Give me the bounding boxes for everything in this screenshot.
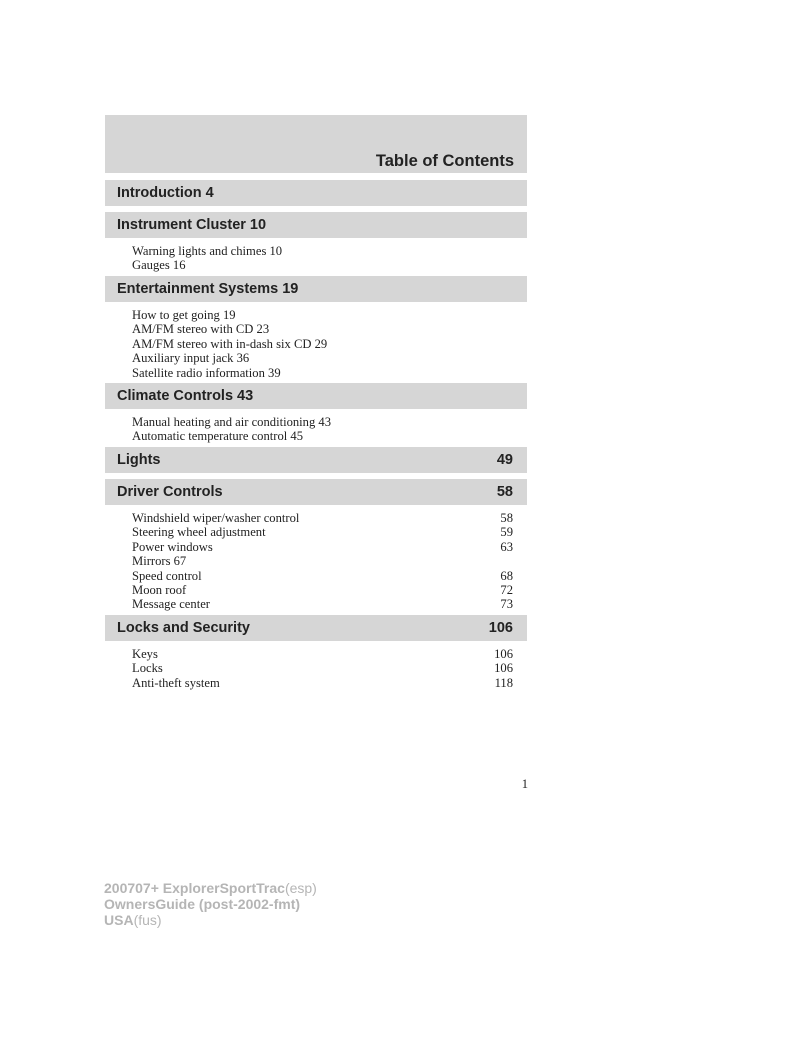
footer-line	[104, 912, 317, 928]
section-locks-and-security[interactable]	[105, 615, 527, 641]
entry-list	[132, 415, 513, 444]
entry-label: How to get going 19	[132, 308, 236, 322]
section-label: Driver Controls	[117, 484, 223, 500]
entry-label: Automatic temperature control 45	[132, 429, 304, 444]
entry-label: Steering wheel adjustment	[132, 525, 266, 540]
section-page: 49	[496, 452, 513, 468]
header-band	[105, 115, 527, 173]
section-entertainment-systems[interactable]	[105, 276, 527, 302]
toc-entry[interactable]	[132, 308, 513, 322]
entry-list	[132, 308, 513, 380]
entry-label: Speed control	[132, 568, 202, 583]
footer-model-code: (esp)	[284, 880, 317, 896]
entry-page: 118	[494, 675, 513, 690]
page-title: Table of Contents	[375, 152, 514, 170]
section-introduction[interactable]	[105, 180, 527, 206]
toc-entry[interactable]	[132, 429, 513, 443]
section-page: 106	[488, 620, 513, 636]
toc-entry[interactable]	[132, 337, 513, 351]
footer-market: USA	[104, 912, 134, 928]
section-instrument-cluster[interactable]	[105, 212, 527, 238]
toc-entry[interactable]	[132, 661, 513, 675]
footer-market-code: (fus)	[133, 912, 162, 928]
section-label: Entertainment Systems 19	[117, 281, 299, 297]
entry-label: Power windows	[132, 539, 213, 554]
entry-list	[132, 647, 513, 690]
toc-entry[interactable]	[132, 597, 513, 611]
footer-guide: OwnersGuide (post-2002-fmt)	[104, 896, 301, 912]
entry-label: Mirrors 67	[132, 554, 187, 569]
entry-label: AM/FM stereo with in-dash six CD 29	[132, 336, 328, 351]
footer-line	[104, 880, 317, 896]
entry-label: Locks	[132, 661, 163, 676]
entry-page: 58	[500, 511, 513, 525]
toc-entry[interactable]	[132, 569, 513, 583]
entry-label: Windshield wiper/washer control	[132, 511, 300, 525]
entry-page: 106	[494, 647, 513, 661]
entry-label: Gauges 16	[132, 258, 186, 273]
section-label: Locks and Security	[117, 620, 250, 636]
toc-entry[interactable]	[132, 647, 513, 661]
entry-label: Warning lights and chimes 10	[132, 244, 283, 258]
section-lights[interactable]	[105, 447, 527, 473]
entry-label: Moon roof	[132, 582, 187, 597]
section-label: Instrument Cluster 10	[117, 217, 267, 233]
section-page: 58	[496, 484, 513, 500]
footer-model: 200707+ ExplorerSportTrac	[104, 880, 285, 896]
entry-list	[132, 511, 513, 612]
entry-page: 59	[500, 525, 513, 540]
entry-label: AM/FM stereo with CD 23	[132, 322, 270, 337]
entry-label: Message center	[132, 597, 210, 612]
entry-page: 73	[500, 597, 513, 612]
entry-page: 63	[500, 539, 513, 554]
footer-imprint	[104, 880, 317, 928]
toc-entry[interactable]	[132, 258, 513, 272]
entry-label: Auxiliary input jack 36	[132, 351, 250, 366]
entry-list	[132, 244, 513, 273]
toc-entry[interactable]	[132, 366, 513, 380]
footer-line	[104, 896, 317, 912]
toc-entry[interactable]	[132, 351, 513, 365]
entry-page: 68	[500, 568, 513, 583]
toc-entry[interactable]	[132, 415, 513, 429]
entry-label: Satellite radio information 39	[132, 365, 281, 380]
section-label: Introduction 4	[117, 185, 214, 201]
toc-entry[interactable]	[132, 525, 513, 539]
toc-entry[interactable]	[132, 322, 513, 336]
toc-entry[interactable]	[132, 583, 513, 597]
toc-entry[interactable]	[132, 540, 513, 554]
entry-page: 106	[494, 661, 513, 676]
toc-entry[interactable]	[132, 676, 513, 690]
entry-label: Manual heating and air conditioning 43	[132, 415, 332, 429]
section-label: Climate Controls 43	[117, 388, 254, 404]
section-label: Lights	[117, 452, 161, 468]
entry-label: Anti-theft system	[132, 675, 220, 690]
entry-label: Keys	[132, 647, 158, 661]
entry-page: 72	[500, 582, 513, 597]
page-number: 1	[521, 777, 528, 791]
toc-entry[interactable]	[132, 554, 513, 568]
toc-entry[interactable]	[132, 244, 513, 258]
section-driver-controls[interactable]	[105, 479, 527, 505]
section-climate-controls[interactable]	[105, 383, 527, 409]
toc-entry[interactable]	[132, 511, 513, 525]
